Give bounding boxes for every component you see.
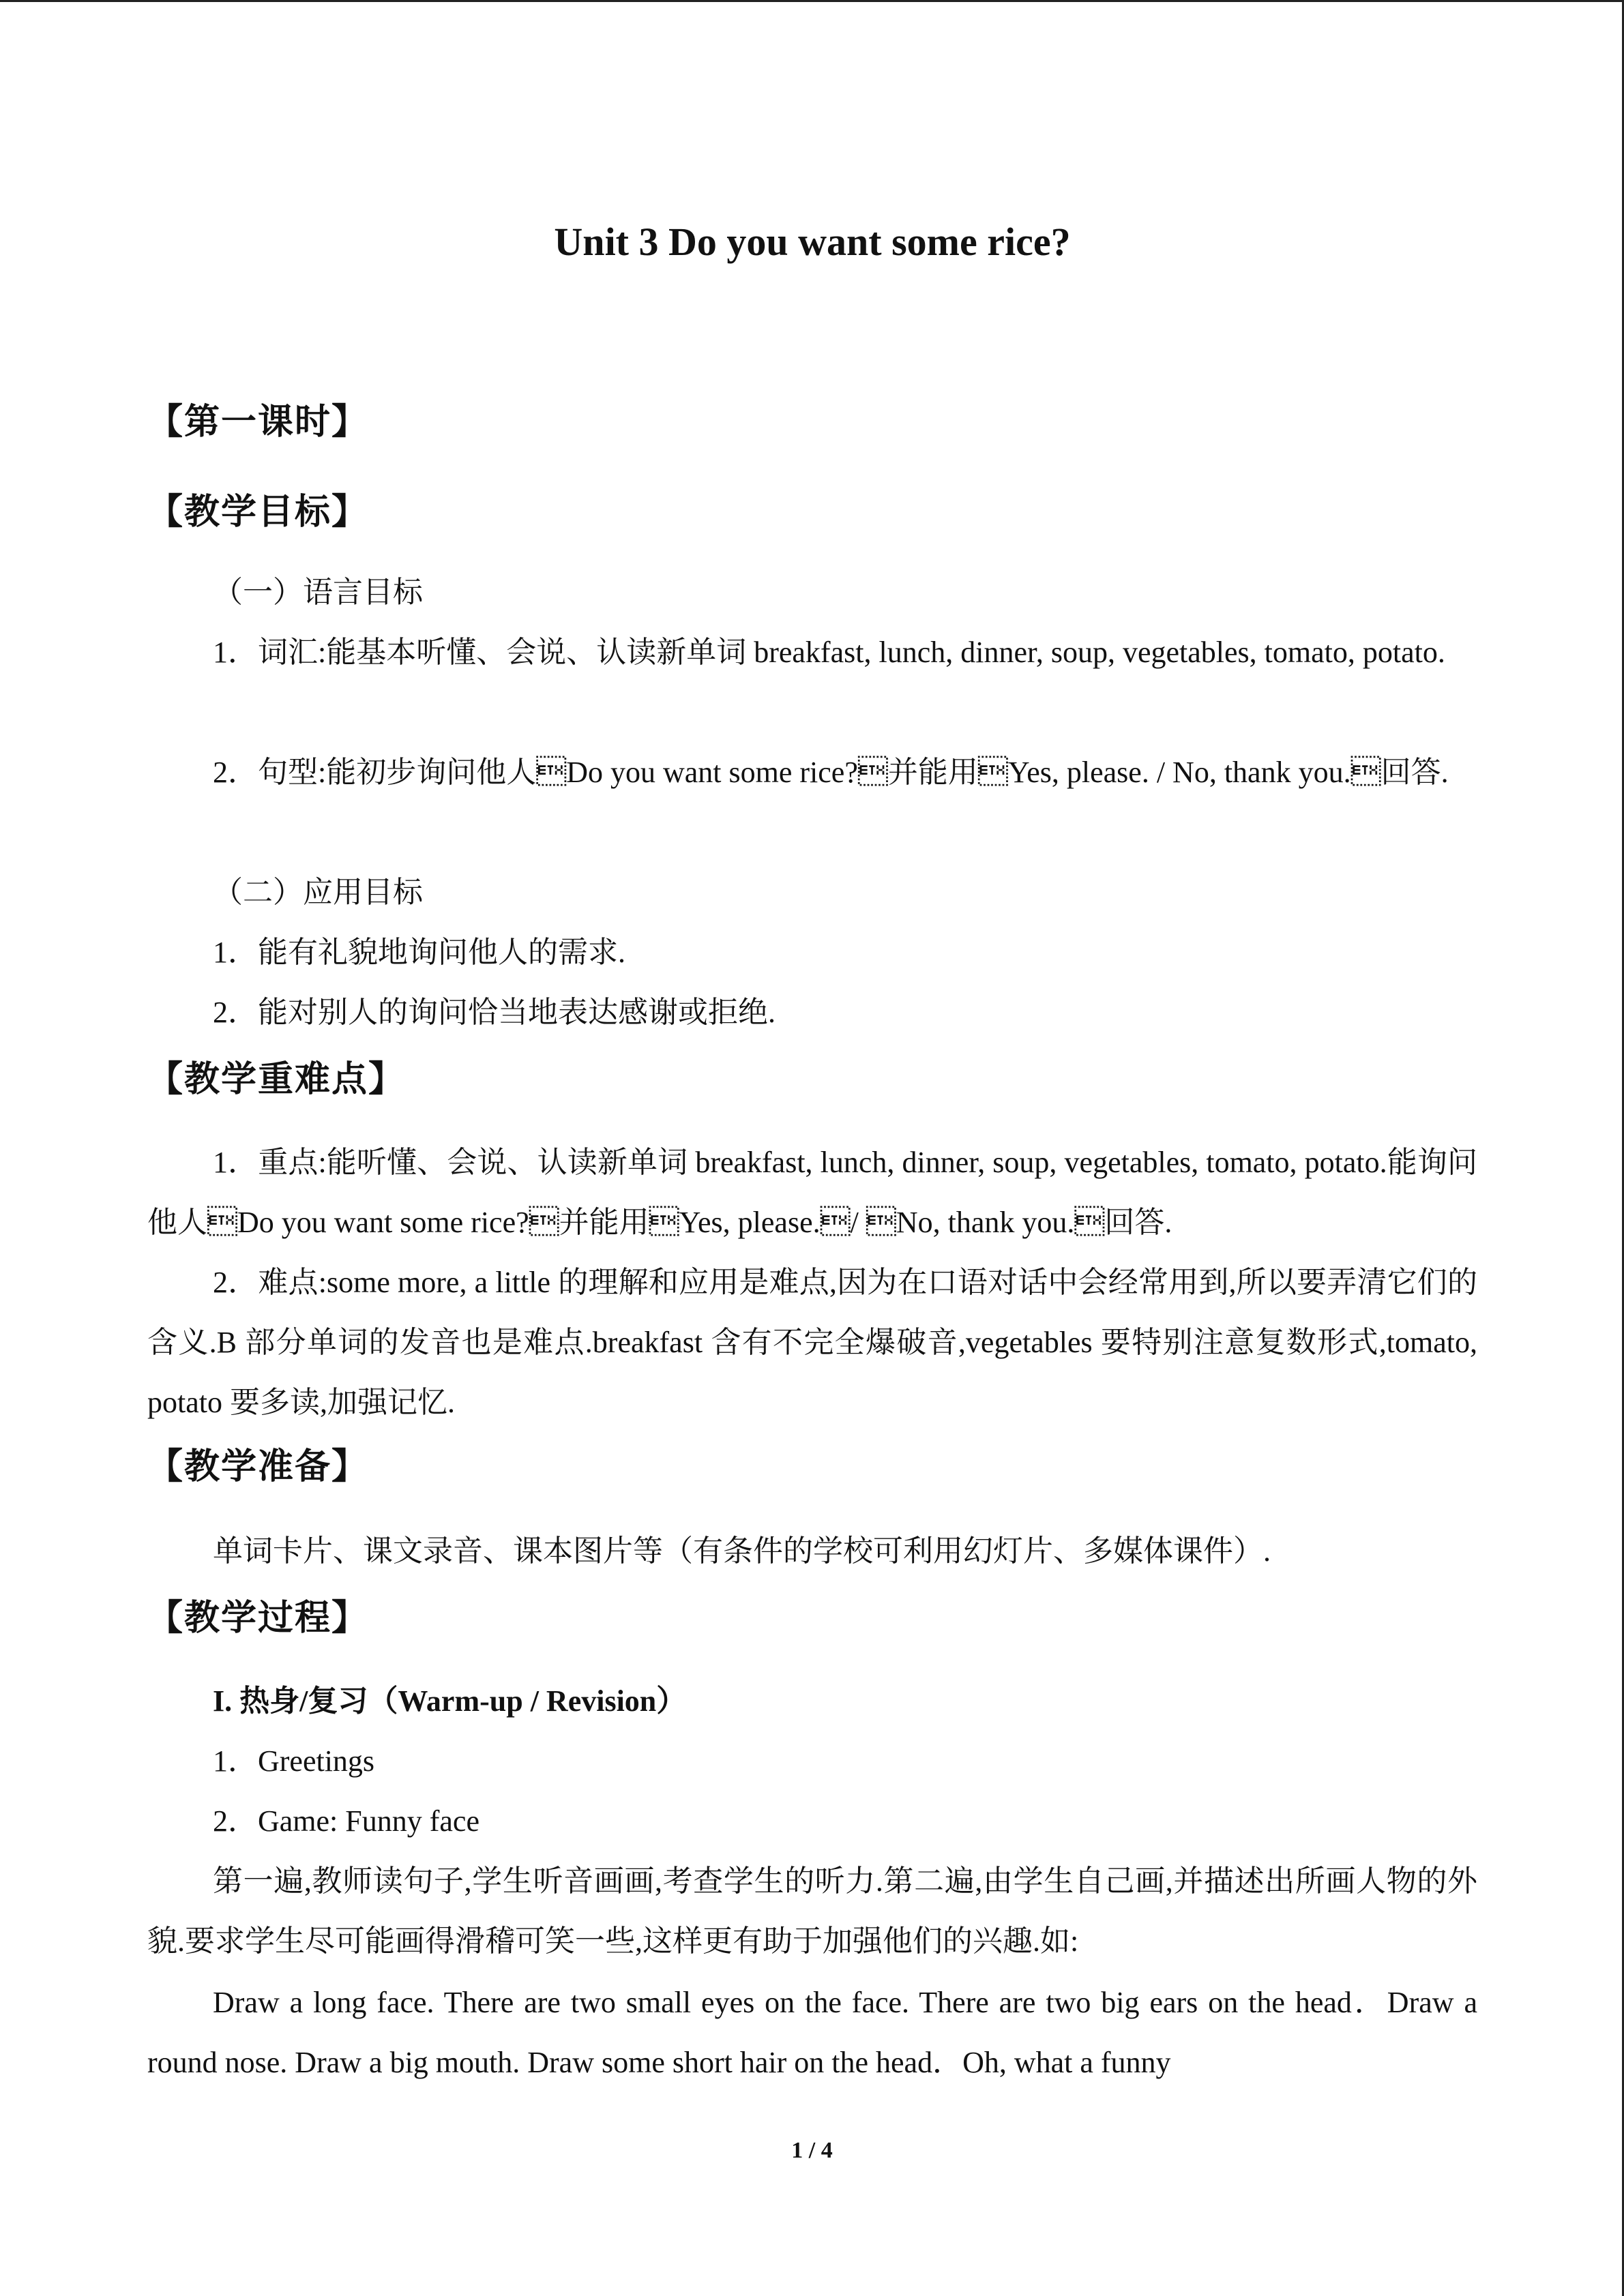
difficulties-hard-point: 2．难点:some more, a little 的理解和应用是难点,因为在口语对话中会经常用到,所以要弄清它们的含义.B 部分单词的发音也是难点.breakfast 含有不完全爆破音,vegetables 要特别注意复数形式,tomato, potato 要多读,加强记忆. [147,1266,1477,1419]
goals-application-item-1: 1．能有礼貌地询问他人的需求. [213,936,625,969]
process-item-greetings: 1．Greetings [213,1744,375,1778]
process-step-1-title: I. 热身/复习（Warm-up / Revision） [213,1684,687,1718]
heading-process: 【教学过程】 [147,1598,369,1639]
document-title: Unit 3 Do you want some rice? [554,220,1071,264]
goals-language-item-1: 1．词汇:能基本听懂、会说、认读新单词 breakfast, lunch, dinner, soup, vegetables, tomato, potato. [213,636,1445,669]
difficulties-key-point: 1．重点:能听懂、会说、认读新单词 breakfast, lunch, dinner, soup, vegetables, tomato, potato.能询问他人Do you want some rice?并能用Yes, please./ No, thank you.回答. [147,1146,1477,1239]
goals-language-title: （一）语言目标 [213,576,423,609]
process-game-description: 第一遍,教师读句子,学生听音画画,考查学生的听力.第二遍,由学生自己画,并描述出所画人物的外貌.要求学生尽可能画得滑稽可笑一些,这样更有助于加强他们的兴趣.如: [147,1864,1477,1958]
goals-language-item-2: 2．句型:能初步询问他人Do you want some rice?并能用Yes, please. / No, thank you.回答. [213,756,1449,789]
heading-difficulties: 【教学重难点】 [147,1059,406,1100]
page-number: 1 / 4 [791,2138,833,2163]
goals-application-title: （二）应用目标 [213,876,423,909]
preparation-text: 单词卡片、课文录音、课本图片等（有条件的学校可利用幻灯片、多媒体课件）. [213,1534,1271,1568]
heading-goals: 【教学目标】 [147,492,369,533]
process-item-game: 2．Game: Funny face [213,1804,479,1838]
process-game-example: Draw a long face. There are two small eyes on the face. There are two big ears on the head．Draw a round nose. Draw a big mouth. Draw some short hair on the head．Oh, what a funny [147,1986,1477,2079]
heading-lesson: 【第一课时】 [147,402,369,443]
goals-application-item-2: 2．能对别人的询问恰当地表达感谢或拒绝. [213,996,776,1029]
heading-preparation: 【教学准备】 [147,1446,369,1487]
